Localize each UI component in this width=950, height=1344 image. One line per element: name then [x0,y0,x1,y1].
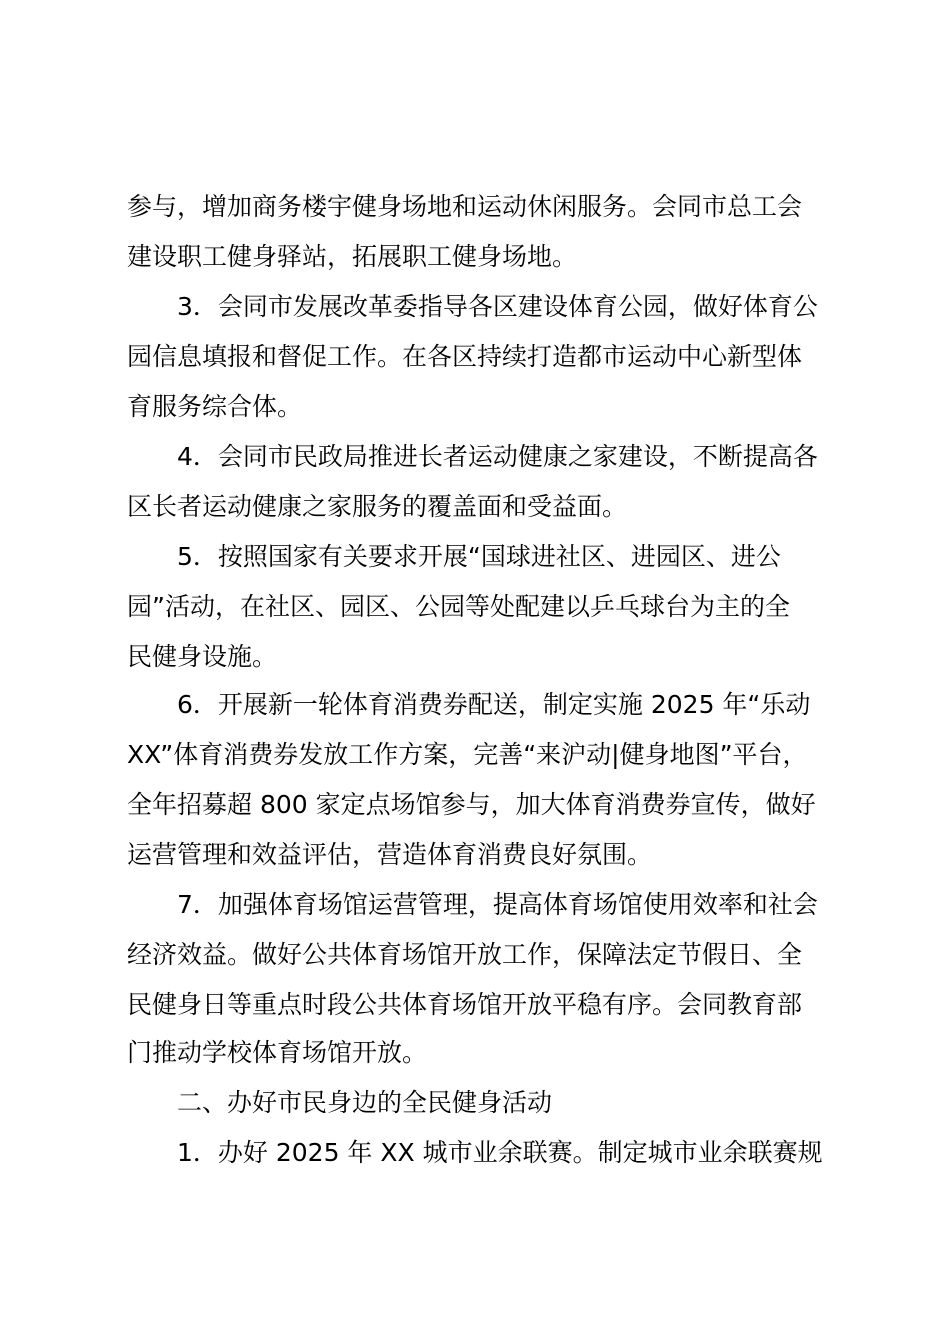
paragraph-line: 全年招募超 800 家定点场馆参与，加大体育消费券宣传，做好 [127,790,816,819]
paragraph-line: 民健身设施。 [127,642,278,671]
paragraph-line: 参与，增加商务楼宇健身场地和运动休闲服务。会同市总工会 [127,192,803,221]
paragraph-line: 区长者运动健康之家服务的覆盖面和受益面。 [127,492,628,521]
list-item-line: 4．会同市民政局推进长者运动健康之家建设，不断提高各 [177,442,818,471]
paragraph-line: 门推动学校体育场馆开放。 [127,1038,428,1067]
paragraph-line: 园信息填报和督促工作。在各区持续打造都市运动中心新型体 [127,342,803,371]
paragraph-line: 经济效益。做好公共体育场馆开放工作，保障法定节假日、全 [127,940,803,969]
list-item-line: 3．会同市发展改革委指导各区建设体育公园，做好体育公 [177,292,818,321]
paragraph-line: 育服务综合体。 [127,392,303,421]
list-item-line: 1．办好 2025 年 XX 城市业余联赛。制定城市业余联赛规 [177,1138,823,1167]
paragraph-line: XX”体育消费券发放工作方案，完善“来沪动|健身地图”平台， [127,740,808,769]
paragraph-line: 运营管理和效益评估，营造体育消费良好氛围。 [127,840,653,869]
paragraph-line: 园”活动，在社区、园区、公园等处配建以乒乓球台为主的全 [127,592,790,621]
paragraph-line: 民健身日等重点时段公共体育场馆开放平稳有序。会同教育部 [127,990,803,1019]
paragraph-line: 建设职工健身驿站，拓展职工健身场地。 [127,242,578,271]
list-item-line: 5．按照国家有关要求开展“国球进社区、进园区、进公 [177,542,781,571]
list-item-line: 6．开展新一轮体育消费券配送，制定实施 2025 年“乐动 [177,690,811,719]
list-item-line: 7．加强体育场馆运营管理，提高体育场馆使用效率和社会 [177,890,818,919]
section-heading: 二、办好市民身边的全民健身活动 [177,1088,553,1117]
